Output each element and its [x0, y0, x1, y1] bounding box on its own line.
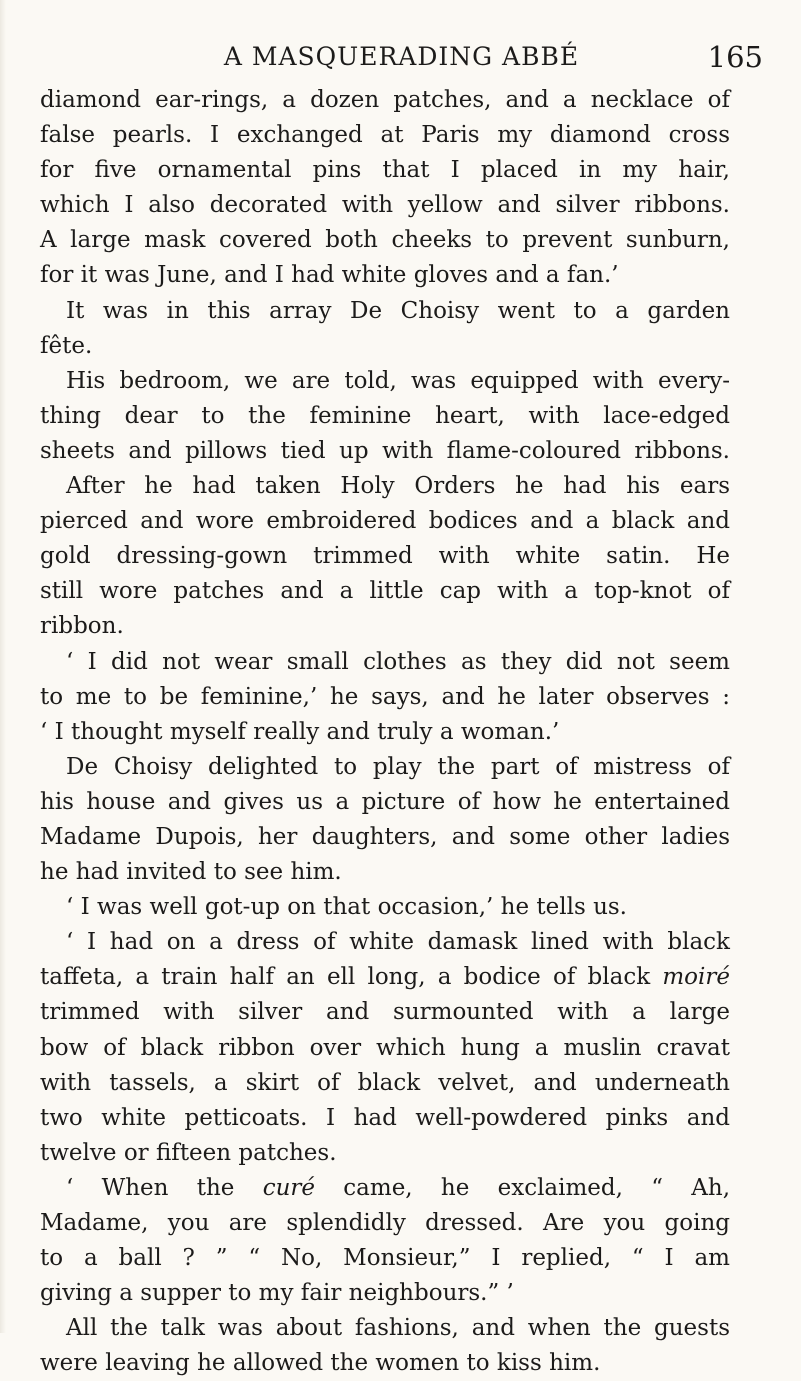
paragraph-start: De Choisy delighted to play the part of mistress of	[66, 753, 730, 780]
text-line: for it was June, and I had white gloves and a fan.’	[40, 262, 619, 289]
text-line: still wore patches and a little cap with a top-knot of	[40, 578, 730, 605]
text-line: trimmed with silver and surmounted with a large	[40, 999, 730, 1026]
text-line: false pearls. I exchanged at Paris my diamond cross	[40, 122, 730, 149]
text-line: diamond ear-rings, a dozen patches, and a necklace of	[40, 87, 730, 113]
italic-word: curé	[262, 1174, 316, 1201]
text-line: gold dressing-gown trimmed with white satin. He	[40, 543, 730, 570]
text-line: After he had taken Holy Orders he had his ears	[66, 473, 730, 500]
paragraph-start: ‘ I did not wear small clothes as they did not seem	[66, 648, 730, 675]
paragraph-start: It was in this array De Choisy went to a garden	[66, 297, 730, 324]
text-line-moire	[40, 960, 730, 995]
italic-word: moiré	[662, 964, 730, 991]
page-header	[40, 40, 763, 74]
text-line: to me to be feminine,’ he says, and he later observes :	[40, 683, 730, 710]
text-line: he had invited to see him.	[40, 859, 342, 886]
running-head: A MASQUERADING ABBÉ	[223, 42, 580, 71]
text-segment: taffeta, a train half an ell long, a bodice of black	[40, 964, 663, 991]
paragraph-start-cure	[40, 1171, 730, 1206]
body-text	[40, 83, 730, 1381]
text-segment: ‘ When the	[66, 1174, 263, 1201]
text-line: A large mask covered both cheeks to prevent sunburn,	[40, 227, 730, 254]
text-line: Madame, you are splendidly dressed. Are you going	[40, 1210, 730, 1236]
text-line: which I also decorated with yellow and silver ribbons.	[40, 192, 730, 219]
text-line: thing dear to the feminine heart, with lace-edged	[40, 402, 730, 429]
page-edge-shadow	[0, 0, 6, 1333]
text-line: giving a supper to my fair neighbours.” ’	[40, 1280, 514, 1307]
paragraph-start: ‘ I had on a dress of white damask lined with black	[66, 929, 730, 956]
page-number: 165	[707, 40, 763, 74]
text-line: his house and gives us a picture of how he entertained	[40, 788, 730, 815]
paragraph-start: ‘ I was well got-up on that occasion,’ he tells us.	[66, 894, 627, 921]
paragraph-start: His bedroom, we are told, was equipped with every-	[66, 367, 730, 394]
text-line: sheets and pillows tied up with flame-coloured ribbons.	[40, 437, 730, 464]
paragraph-start: All the talk was about fashions, and when the guests	[66, 1315, 730, 1342]
text-line: to a ball ? ” “ No, Monsieur,” I replied, “ I am	[40, 1245, 730, 1272]
text-line: pierced and wore embroidered bodices and a black and	[40, 508, 730, 535]
text-line: ribbon.	[40, 613, 124, 640]
text-line: with tassels, a skirt of black velvet, and underneath	[40, 1069, 730, 1096]
text-segment: came, he exclaimed, “ Ah,	[315, 1174, 730, 1201]
text-line: two white petticoats. I had well-powdered pinks and	[40, 1104, 730, 1131]
text-line: fête.	[40, 332, 93, 359]
text-line: bow of black ribbon over which hung a muslin cravat	[40, 1034, 730, 1061]
text-line: ‘ I thought myself really and truly a woman.’	[40, 718, 560, 745]
text-line: were leaving he allowed the women to kiss him.	[40, 1350, 601, 1377]
text-line: twelve or fifteen patches.	[40, 1139, 337, 1166]
text-line: Madame Dupois, her daughters, and some other ladies	[40, 823, 730, 850]
text-line: for five ornamental pins that I placed in my hair,	[40, 157, 730, 184]
